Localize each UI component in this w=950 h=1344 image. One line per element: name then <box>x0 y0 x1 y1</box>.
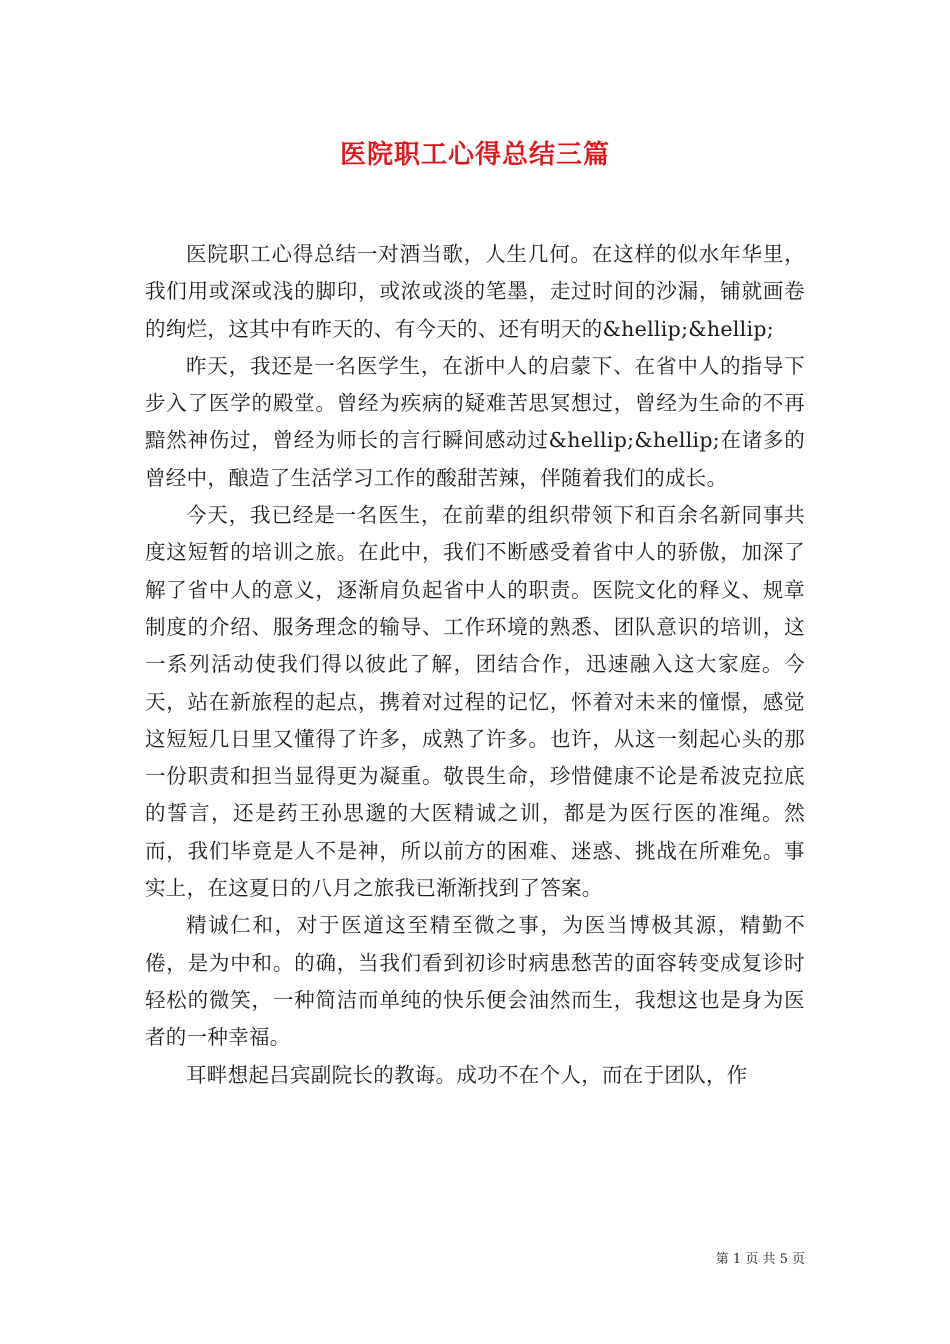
paragraph: 精诚仁和，对于医道这至精至微之事，为医当博极其源，精勤不倦，是为中和。的确，当我们看到初诊时病患愁苦的面容转变成复诊时轻松的微笑，一种简洁而单纯的快乐便会油然而生，我想这也是身为医者的一种幸福。 <box>145 913 805 1050</box>
paragraph: 昨天，我还是一名医学生，在浙中人的启蒙下、在省中人的指导下步入了医学的殿堂。曾经为疾病的疑难苦思冥想过，曾经为生命的不再黯然神伤过，曾经为师长的言行瞬间感动过&hellip;&hellip;在诸多的曾经中，酿造了生活学习工作的酸甜苦辣，伴随着我们的成长。 <box>145 353 805 490</box>
document-title: 医院职工心得总结三篇 <box>339 140 610 170</box>
page-number-footer: 第 1 页 共 5 页 <box>715 1252 805 1267</box>
paragraph: 医院职工心得总结一对酒当歌，人生几何。在这样的似水年华里，我们用或深或浅的脚印，或浓或淡的笔墨，走过时间的沙漏，铺就画卷的绚烂，这其中有昨天的、有今天的、还有明天的&hellip;&hellip; <box>145 242 805 341</box>
paragraph: 耳畔想起吕宾副院长的教诲。成功不在个人，而在于团队，作 <box>186 1062 748 1087</box>
document-body <box>145 236 805 1094</box>
paragraph: 今天，我已经是一名医生，在前辈的组织带领下和百余名新同事共度这短暂的培训之旅。在此中，我们不断感受着省中人的骄傲，加深了解了省中人的意义，逐渐肩负起省中人的职责。医院文化的释义、规章制度的介绍、服务理念的输导、工作环境的熟悉、团队意识的培训，这一系列活动使我们得以彼此了解，团结合作，迅速融入这大家庭。今天，站在新旅程的起点，携着对过程的记忆，怀着对未来的憧憬，感觉这短短几日里又懂得了许多，成熟了许多。也许，从这一刻起心头的那一份职责和担当显得更为凝重。敬畏生命，珍惜健康不论是希波克拉底的誓言，还是药王孙思邈的大医精诚之训，都是为医行医的准绳。然而，我们毕竟是人不是神，所以前方的困难、迷惑、挑战在所难免。事实上，在这夏日的八月之旅我已渐渐找到了答案。 <box>145 503 805 901</box>
